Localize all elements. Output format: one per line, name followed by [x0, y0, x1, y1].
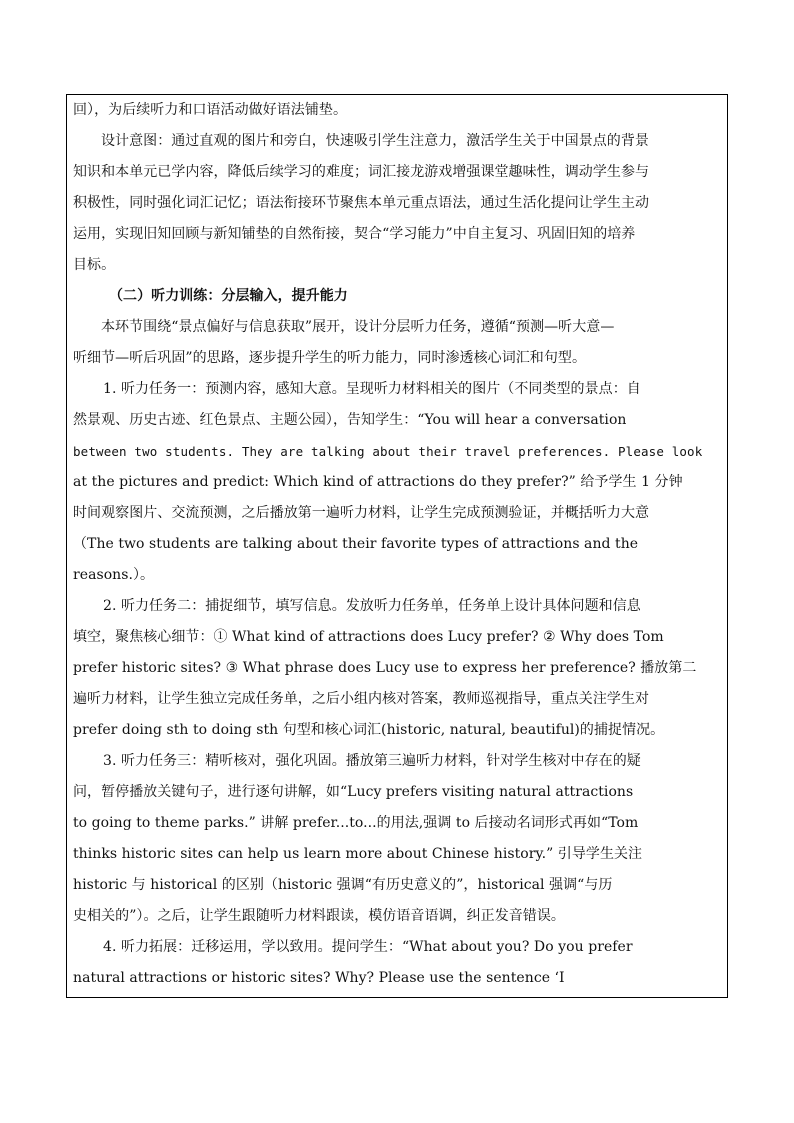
- paragraph-line: 回），为后续听力和口语活动做好语法铺垫。: [73, 102, 347, 118]
- paragraph-line: 本环节围绕“景点偏好与信息获取”展开，设计分层听力任务，遵循“预测—听大意—: [101, 319, 615, 335]
- paragraph-line: 积极性，同时强化词汇记忆；语法衔接环节聚焦本单元重点语法，通过生活化提问让学生主动: [73, 195, 650, 211]
- paragraph-line: 填空，聚焦核心细节：① What kind of attractions does Lucy prefer? ② Why does Tom: [73, 629, 664, 645]
- paragraph-line: 然景观、历史古迹、红色景点、主题公园），告知学生：“You will hear a conversation: [73, 412, 627, 428]
- paragraph-line: 目标。: [73, 257, 116, 273]
- paragraph-line: （The two students are talking about their favorite types of attractions and the: [73, 536, 639, 552]
- task-three-line: 3. 听力任务三：精听核对，强化巩固。播放第三遍听力材料，针对学生核对中存在的疑: [103, 753, 641, 769]
- paragraph-line: between two students. They are talking about their travel preferences. Please look: [73, 444, 703, 459]
- paragraph-line: historic 与 historical 的区别（historic 强调“有历史意义的”，historical 强调“与历: [73, 877, 613, 893]
- paragraph-line: 运用，实现旧知回顾与新知铺垫的自然衔接，契合“学习能力”中自主复习、巩固旧知的培养: [73, 226, 636, 242]
- paragraph-line: thinks historic sites can help us learn more about Chinese history.” 引导学生关注: [73, 846, 643, 862]
- paragraph-line: reasons.）。: [73, 567, 155, 583]
- paragraph-line: natural attractions or historic sites? Why? Please use the sentence ‘I: [73, 970, 565, 986]
- paragraph-line: prefer historic sites? ③ What phrase does Lucy use to express her preference? 播放第二: [73, 660, 697, 676]
- paragraph-line: 时间观察图片、交流预测，之后播放第一遍听力材料，让学生完成预测验证，并概括听力大意: [73, 505, 650, 521]
- paragraph-line: 问，暂停播放关键句子，进行逐句讲解，如“Lucy prefers visiting natural attractions: [73, 784, 634, 800]
- paragraph-line: 知识和本单元已学内容，降低后续学习的难度；词汇接龙游戏增强课堂趣味性，调动学生参与: [73, 164, 650, 180]
- paragraph-line: 史相关的”）。之后，让学生跟随听力材料跟读，模仿语音语调，纠正发音错误。: [73, 908, 565, 924]
- table-cell-border: [66, 94, 728, 998]
- task-four-line: 4. 听力拓展：迁移运用，学以致用。提问学生：“What about you? Do you prefer: [103, 939, 633, 955]
- section-heading: （二）听力训练：分层输入，提升能力: [109, 288, 348, 304]
- paragraph-line: prefer doing sth to doing sth 句型和核心词汇(historic, natural, beautiful)的捕捉情况。: [73, 722, 665, 738]
- design-intent-line: 设计意图：通过直观的图片和旁白，快速吸引学生注意力，激活学生关于中国景点的背景: [101, 133, 649, 149]
- paragraph-line: at the pictures and predict: Which kind of attractions do they prefer?” 给予学生 1 分钟: [73, 474, 683, 490]
- task-one-line: 1. 听力任务一：预测内容，感知大意。呈现听力材料相关的图片（不同类型的景点：自: [103, 381, 641, 397]
- task-two-line: 2. 听力任务二：捕捉细节，填写信息。发放听力任务单，任务单上设计具体问题和信息: [103, 598, 641, 614]
- paragraph-line: to going to theme parks.” 讲解 prefer...to...的用法,强调 to 后接动名词形式再如“Tom: [73, 815, 639, 831]
- paragraph-line: 遍听力材料，让学生独立完成任务单，之后小组内核对答案，教师巡视指导，重点关注学生对: [73, 691, 650, 707]
- cell-content: [73, 95, 723, 994]
- paragraph-line: 听细节—听后巩固”的思路，逐步提升学生的听力能力，同时渗透核心词汇和句型。: [73, 350, 587, 366]
